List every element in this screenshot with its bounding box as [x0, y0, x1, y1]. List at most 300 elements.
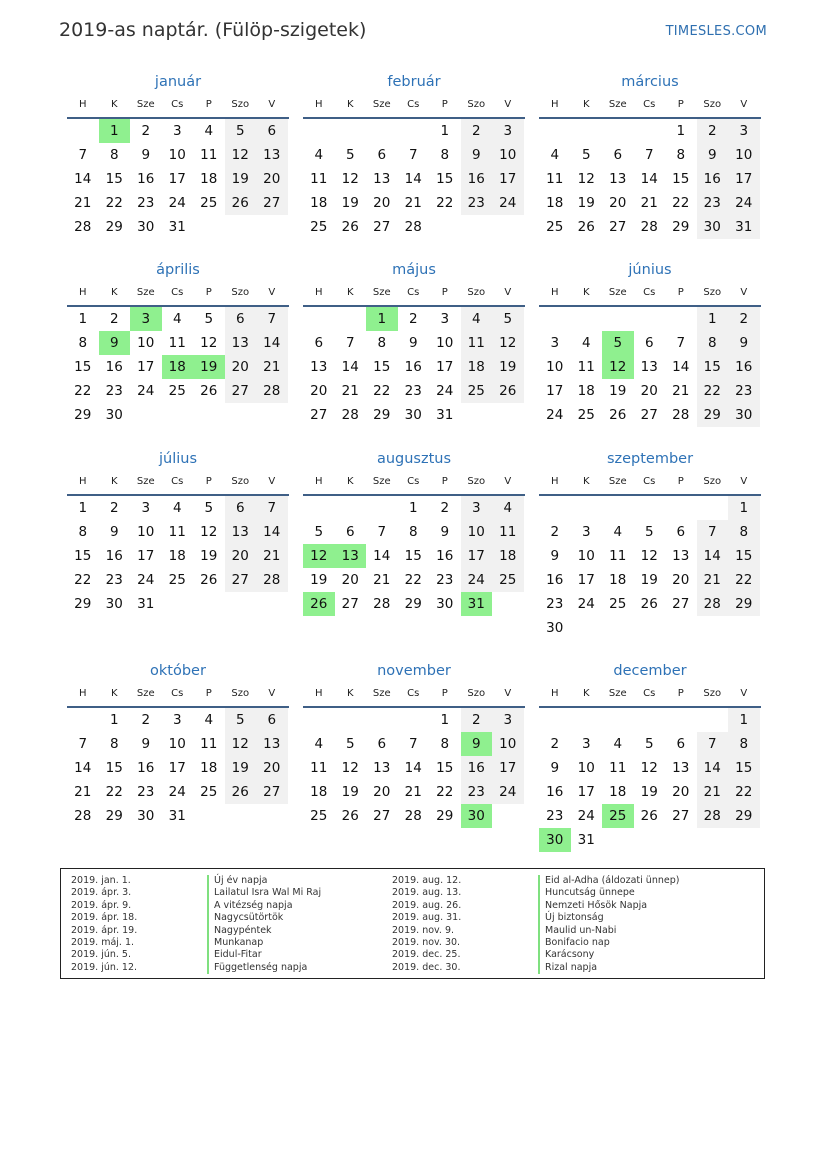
day-cell: 16	[137, 171, 155, 187]
weekday-label: Cs	[171, 99, 184, 110]
day-cell: 21	[373, 572, 391, 588]
day-cell: 21	[74, 195, 92, 211]
day-cell: 25	[200, 195, 218, 211]
day-cell: 10	[546, 359, 564, 375]
day-cell: 15	[436, 171, 454, 187]
day-cell: 3	[581, 736, 591, 752]
day-cell: 24	[492, 780, 524, 804]
day-cell: 15	[404, 548, 422, 564]
weekday-label: Szo	[467, 99, 486, 110]
day-cell: 18	[609, 784, 627, 800]
day-cell: 10	[492, 143, 524, 167]
day-cell: 25	[168, 572, 186, 588]
day-cell: 29	[728, 804, 760, 828]
weekday-label: P	[441, 99, 448, 110]
day-cell: 4	[492, 496, 524, 520]
day-cell: 14	[373, 548, 391, 564]
day-cell: 19	[492, 355, 524, 379]
weekday-label: P	[205, 287, 212, 298]
holiday-day-cell: 5	[602, 331, 634, 355]
empty-cell	[539, 119, 571, 143]
day-cell: 21	[256, 355, 288, 379]
day-cell: 11	[609, 548, 627, 564]
day-cell: 11	[609, 760, 627, 776]
day-cell: 1	[440, 712, 450, 728]
day-cell: 4	[461, 307, 493, 331]
day-cell: 24	[546, 407, 564, 423]
day-cell: 24	[137, 572, 155, 588]
day-cell: 17	[137, 359, 155, 375]
day-cell: 28	[373, 596, 391, 612]
weekday-header	[539, 281, 761, 305]
month-block	[539, 259, 761, 427]
holiday-name: Új év napja	[207, 875, 321, 887]
weekday-header	[303, 93, 525, 117]
day-cell: 19	[640, 784, 658, 800]
day-cell: 2	[141, 123, 151, 139]
day-cell: 29	[436, 808, 454, 824]
day-cell: 27	[256, 191, 288, 215]
day-cell: 23	[461, 780, 493, 804]
weekday-label: K	[346, 476, 354, 487]
day-cell: 4	[613, 736, 623, 752]
day-cell: 23	[404, 383, 422, 399]
day-cell: 23	[436, 572, 454, 588]
day-cell: 14	[256, 520, 288, 544]
weekday-label: H	[78, 287, 87, 298]
weekday-label: K	[110, 476, 118, 487]
day-cell: 27	[310, 407, 328, 423]
day-grid	[67, 496, 289, 616]
weekday-label: H	[314, 287, 323, 298]
day-cell: 14	[697, 544, 729, 568]
day-grid	[303, 119, 525, 239]
day-cell: 26	[640, 808, 658, 824]
empty-cell	[303, 307, 335, 331]
day-cell: 8	[440, 736, 450, 752]
empty-cell	[67, 119, 99, 143]
holiday-date: 2019. ápr. 19.	[71, 924, 138, 936]
day-grid	[67, 307, 289, 427]
day-cell: 16	[436, 548, 454, 564]
day-cell: 5	[314, 524, 324, 540]
day-cell: 5	[644, 524, 654, 540]
day-cell: 20	[640, 383, 658, 399]
day-cell: 21	[404, 195, 422, 211]
day-cell: 28	[74, 808, 92, 824]
holiday-day-cell: 13	[335, 544, 367, 568]
day-cell: 12	[640, 548, 658, 564]
day-cell: 4	[204, 123, 214, 139]
holiday-date: 2019. ápr. 3.	[71, 887, 132, 899]
day-cell: 14	[256, 331, 288, 355]
day-cell: 3	[581, 524, 591, 540]
day-cell: 31	[168, 219, 186, 235]
holiday-day-cell: 9	[461, 732, 493, 756]
day-cell: 21	[640, 195, 658, 211]
month-title: szeptember	[606, 451, 694, 467]
day-grid	[303, 708, 525, 828]
day-cell: 5	[345, 736, 355, 752]
month-block	[539, 660, 761, 852]
weekday-label: P	[677, 99, 684, 110]
day-cell: 25	[609, 596, 627, 612]
holiday-dates-col-1	[71, 875, 137, 974]
day-cell: 19	[225, 167, 257, 191]
holiday-name: Nagycsütörtök	[207, 912, 321, 924]
holiday-day-cell: 1	[99, 119, 131, 143]
weekday-label: Szo	[231, 99, 250, 110]
day-cell: 7	[345, 335, 355, 351]
weekday-label: P	[441, 287, 448, 298]
day-cell: 19	[341, 784, 359, 800]
day-cell: 25	[492, 568, 524, 592]
day-cell: 7	[78, 147, 88, 163]
holiday-day-cell: 19	[193, 355, 225, 379]
day-cell: 23	[105, 572, 123, 588]
day-cell: 4	[204, 712, 214, 728]
day-cell: 10	[577, 548, 595, 564]
weekday-label: Sze	[372, 99, 391, 110]
day-cell: 15	[697, 355, 729, 379]
weekday-label: K	[582, 287, 590, 298]
day-cell: 6	[256, 119, 288, 143]
day-cell: 9	[550, 760, 560, 776]
day-cell: 8	[109, 736, 119, 752]
weekday-label: Cs	[407, 287, 420, 298]
empty-cell	[539, 496, 571, 520]
month-title: április	[156, 262, 200, 278]
day-cell: 30	[137, 219, 155, 235]
weekday-label: Sze	[608, 688, 627, 699]
day-cell: 29	[74, 407, 92, 423]
day-cell: 12	[200, 335, 218, 351]
month-block	[67, 660, 289, 828]
day-cell: 28	[697, 592, 729, 616]
day-cell: 8	[697, 331, 729, 355]
day-cell: 6	[613, 147, 623, 163]
empty-cell	[634, 307, 666, 331]
weekday-label: V	[740, 476, 748, 487]
day-cell: 15	[74, 548, 92, 564]
day-cell: 23	[137, 784, 155, 800]
day-cell: 25	[310, 808, 328, 824]
day-cell: 21	[672, 383, 690, 399]
day-cell: 12	[341, 760, 359, 776]
weekday-label: H	[78, 476, 87, 487]
day-cell: 18	[200, 760, 218, 776]
holiday-date: 2019. aug. 13.	[392, 887, 462, 899]
weekday-label: Cs	[171, 688, 184, 699]
day-cell: 2	[461, 708, 493, 732]
weekday-label: Sze	[372, 688, 391, 699]
weekday-label: Sze	[608, 476, 627, 487]
day-cell: 23	[546, 596, 564, 612]
day-cell: 13	[672, 548, 690, 564]
day-cell: 20	[225, 355, 257, 379]
day-cell: 14	[74, 760, 92, 776]
day-cell: 27	[256, 780, 288, 804]
day-cell: 16	[728, 355, 760, 379]
day-cell: 26	[341, 219, 359, 235]
weekday-label: Cs	[407, 476, 420, 487]
day-cell: 2	[440, 500, 450, 516]
day-cell: 6	[644, 335, 654, 351]
day-cell: 9	[141, 736, 151, 752]
day-cell: 17	[492, 167, 524, 191]
weekday-label: K	[582, 688, 590, 699]
day-cell: 29	[373, 407, 391, 423]
holiday-date: 2019. dec. 30.	[392, 961, 461, 973]
empty-cell	[366, 119, 398, 143]
day-cell: 16	[105, 548, 123, 564]
day-cell: 4	[314, 736, 324, 752]
holiday-date: 2019. ápr. 9.	[71, 899, 132, 911]
empty-cell	[602, 119, 634, 143]
day-cell: 26	[609, 407, 627, 423]
day-cell: 13	[256, 143, 288, 167]
month-block	[67, 448, 289, 616]
day-cell: 14	[640, 171, 658, 187]
day-cell: 9	[697, 143, 729, 167]
day-cell: 3	[440, 311, 450, 327]
empty-cell	[67, 708, 99, 732]
day-cell: 11	[310, 760, 328, 776]
day-cell: 4	[172, 311, 182, 327]
empty-cell	[539, 307, 571, 331]
weekday-label: V	[268, 688, 276, 699]
day-cell: 15	[373, 359, 391, 375]
day-cell: 20	[225, 544, 257, 568]
weekday-header	[67, 93, 289, 117]
month-block	[67, 71, 289, 239]
day-cell: 25	[461, 379, 493, 403]
day-cell: 6	[676, 524, 686, 540]
month-title: július	[158, 451, 198, 467]
holiday-day-cell: 9	[99, 331, 131, 355]
weekday-header	[539, 682, 761, 706]
day-cell: 8	[676, 147, 686, 163]
weekday-label: H	[78, 688, 87, 699]
empty-cell	[335, 119, 367, 143]
weekday-label: Szo	[703, 688, 722, 699]
day-cell: 7	[697, 732, 729, 756]
weekday-label: Sze	[372, 476, 391, 487]
month-title: december	[613, 663, 687, 679]
day-cell: 7	[78, 736, 88, 752]
day-cell: 23	[728, 379, 760, 403]
day-cell: 11	[310, 171, 328, 187]
weekday-label: Szo	[703, 287, 722, 298]
day-cell: 15	[105, 760, 123, 776]
day-cell: 2	[728, 307, 760, 331]
day-cell: 30	[546, 620, 564, 636]
weekday-label: H	[550, 99, 559, 110]
weekday-label: V	[504, 476, 512, 487]
day-cell: 24	[461, 568, 493, 592]
day-cell: 22	[74, 383, 92, 399]
day-cell: 5	[345, 147, 355, 163]
empty-cell	[634, 496, 666, 520]
day-cell: 12	[492, 331, 524, 355]
day-cell: 13	[672, 760, 690, 776]
day-cell: 1	[697, 307, 729, 331]
day-cell: 19	[609, 383, 627, 399]
weekday-label: K	[346, 688, 354, 699]
day-cell: 25	[168, 383, 186, 399]
day-cell: 10	[168, 736, 186, 752]
day-cell: 3	[728, 119, 760, 143]
day-cell: 26	[200, 572, 218, 588]
holiday-date: 2019. jún. 5.	[71, 949, 132, 961]
month-block	[539, 448, 761, 640]
day-cell: 8	[78, 524, 88, 540]
weekday-label: Cs	[171, 287, 184, 298]
day-cell: 19	[200, 548, 218, 564]
day-cell: 6	[676, 736, 686, 752]
day-cell: 22	[728, 568, 760, 592]
day-cell: 9	[109, 524, 119, 540]
day-cell: 10	[436, 335, 454, 351]
holiday-date: 2019. máj. 1.	[71, 937, 135, 949]
weekday-label: Sze	[136, 287, 155, 298]
day-cell: 4	[581, 335, 591, 351]
day-cell: 24	[168, 195, 186, 211]
day-cell: 25	[200, 784, 218, 800]
day-cell: 15	[728, 544, 760, 568]
weekday-header	[539, 93, 761, 117]
empty-cell	[697, 708, 729, 732]
day-cell: 14	[697, 756, 729, 780]
day-cell: 20	[256, 167, 288, 191]
holiday-name: Lailatul Isra Wal Mi Raj	[207, 887, 321, 899]
weekday-label: H	[550, 476, 559, 487]
day-cell: 11	[168, 524, 186, 540]
weekday-label: V	[504, 688, 512, 699]
holiday-name: Rizal napja	[538, 962, 679, 974]
day-cell: 24	[168, 784, 186, 800]
day-cell: 9	[728, 331, 760, 355]
day-cell: 15	[105, 171, 123, 187]
day-cell: 24	[492, 191, 524, 215]
empty-cell	[665, 307, 697, 331]
holiday-date: 2019. aug. 31.	[392, 912, 462, 924]
day-cell: 10	[137, 524, 155, 540]
day-cell: 11	[577, 359, 595, 375]
day-cell: 22	[672, 195, 690, 211]
day-cell: 6	[314, 335, 324, 351]
day-cell: 13	[373, 760, 391, 776]
day-cell: 14	[404, 760, 422, 776]
day-cell: 22	[436, 195, 454, 211]
day-cell: 21	[341, 383, 359, 399]
day-cell: 27	[225, 379, 257, 403]
day-cell: 3	[492, 119, 524, 143]
day-cell: 13	[373, 171, 391, 187]
day-cell: 20	[609, 195, 627, 211]
weekday-header	[303, 682, 525, 706]
day-cell: 2	[141, 712, 151, 728]
day-cell: 22	[74, 572, 92, 588]
weekday-label: P	[677, 287, 684, 298]
weekday-label: Cs	[643, 688, 656, 699]
day-cell: 9	[440, 524, 450, 540]
day-cell: 29	[672, 219, 690, 235]
day-cell: 12	[341, 171, 359, 187]
day-cell: 17	[137, 548, 155, 564]
day-cell: 2	[550, 736, 560, 752]
day-cell: 1	[78, 500, 88, 516]
day-cell: 27	[609, 219, 627, 235]
day-cell: 1	[78, 311, 88, 327]
weekday-label: K	[582, 99, 590, 110]
day-cell: 29	[404, 596, 422, 612]
day-cell: 20	[672, 572, 690, 588]
weekday-label: V	[740, 688, 748, 699]
day-cell: 18	[577, 383, 595, 399]
holiday-date: 2019. ápr. 18.	[71, 912, 138, 924]
day-cell: 17	[436, 359, 454, 375]
day-cell: 2	[408, 311, 418, 327]
day-cell: 13	[609, 171, 627, 187]
day-cell: 16	[404, 359, 422, 375]
day-cell: 23	[137, 195, 155, 211]
day-grid	[539, 496, 761, 640]
holiday-day-cell: 12	[303, 544, 335, 568]
day-cell: 27	[225, 568, 257, 592]
empty-cell	[634, 119, 666, 143]
holiday-date: 2019. aug. 12.	[392, 875, 462, 886]
day-cell: 17	[168, 171, 186, 187]
weekday-header	[67, 682, 289, 706]
holiday-date: 2019. aug. 26.	[392, 899, 462, 911]
day-cell: 16	[546, 572, 564, 588]
day-cell: 10	[461, 520, 493, 544]
weekday-label: K	[582, 476, 590, 487]
weekday-label: V	[740, 99, 748, 110]
day-cell: 3	[172, 712, 182, 728]
holiday-name: Nemzeti Hősök Napja	[538, 900, 679, 912]
day-cell: 7	[676, 335, 686, 351]
day-cell: 7	[408, 147, 418, 163]
holiday-day-cell: 3	[130, 307, 162, 331]
empty-cell	[366, 708, 398, 732]
day-cell: 8	[109, 147, 119, 163]
day-cell: 11	[546, 171, 564, 187]
day-cell: 21	[256, 544, 288, 568]
brand-link[interactable]: TIMESLES.COM	[665, 24, 767, 39]
day-cell: 30	[697, 215, 729, 239]
day-cell: 7	[256, 496, 288, 520]
day-cell: 28	[697, 804, 729, 828]
day-cell: 15	[728, 756, 760, 780]
empty-cell	[303, 496, 335, 520]
holiday-day-cell: 1	[366, 307, 398, 331]
day-cell: 10	[168, 147, 186, 163]
day-cell: 8	[377, 335, 387, 351]
day-cell: 12	[225, 732, 257, 756]
empty-cell	[303, 708, 335, 732]
holiday-date: 2019. jún. 12.	[71, 961, 138, 973]
day-cell: 1	[676, 123, 686, 139]
day-cell: 23	[105, 383, 123, 399]
day-cell: 17	[168, 760, 186, 776]
day-cell: 17	[577, 784, 595, 800]
weekday-label: H	[78, 99, 87, 110]
day-cell: 13	[225, 331, 257, 355]
day-cell: 7	[697, 520, 729, 544]
day-cell: 9	[408, 335, 418, 351]
